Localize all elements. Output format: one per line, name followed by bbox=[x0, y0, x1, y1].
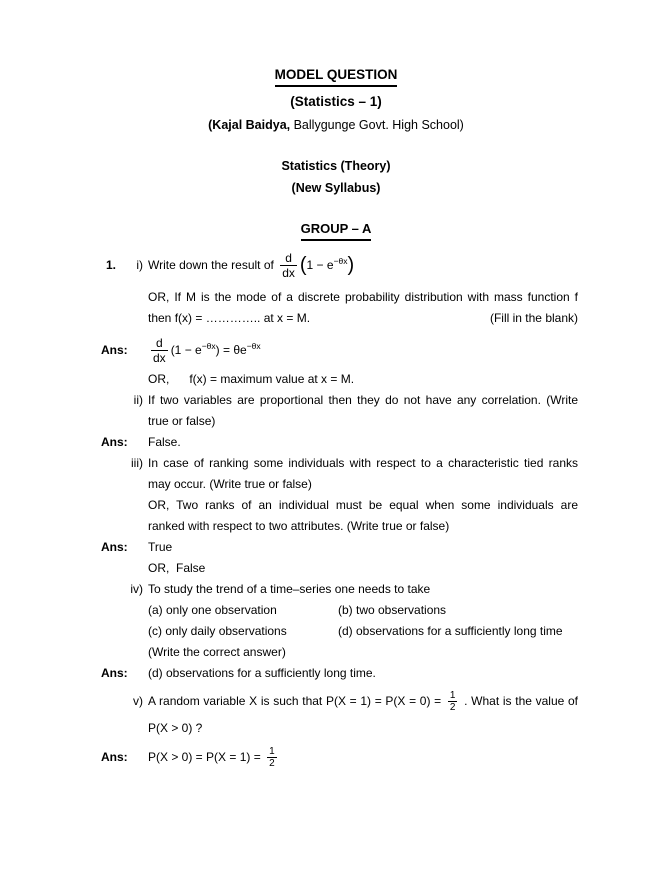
fraction-d-dx: $\frac{d}{dx}$ bbox=[153, 336, 166, 366]
expression-exponent: −θx bbox=[333, 256, 348, 266]
author-name: (Kajal Baidya, bbox=[208, 118, 291, 132]
answer-1-v bbox=[0, 741, 672, 773]
ans-or-line: OR, f(x) = maximum value at x = M. bbox=[148, 372, 355, 386]
question-iii-or-line1: OR, Two ranks of an individual must be equal when some individuals are bbox=[148, 498, 578, 512]
question-number: 1. bbox=[106, 257, 117, 272]
fill-blank-note: (Fill in the blank) bbox=[489, 311, 578, 325]
answer-1-i-or bbox=[0, 369, 672, 390]
header-title-row bbox=[0, 64, 672, 87]
author-line bbox=[0, 115, 672, 136]
question-iv-stem: To study the trend of a time–series one needs to take bbox=[148, 582, 431, 596]
ans-label: Ans: bbox=[101, 666, 128, 680]
question-iii-or-line2: ranked with respect to two attributes. (Write true or false) bbox=[148, 519, 450, 533]
roman-i: i) bbox=[136, 257, 143, 272]
question-1-gutter bbox=[0, 255, 148, 276]
answer-iii-true: True bbox=[148, 540, 173, 554]
answer-ii-text: False. bbox=[148, 435, 181, 449]
question-v-post: . What is the value of bbox=[464, 694, 578, 708]
fill-blank-line: then f(x) = ………….. at x = M. bbox=[148, 311, 311, 325]
answer-1-iii bbox=[0, 537, 672, 579]
question-1-i bbox=[0, 245, 672, 285]
ans-label: Ans: bbox=[101, 342, 128, 357]
question-1-iv bbox=[0, 579, 672, 663]
or-line-1: OR, If M is the mode of a discrete probability distribution with mass function f bbox=[148, 290, 578, 304]
author-school: Ballygunge Govt. High School) bbox=[290, 118, 464, 132]
ans-label: Ans: bbox=[101, 435, 128, 449]
question-v-line2: P(X > 0) ? bbox=[148, 721, 203, 735]
options-row-ab bbox=[148, 600, 578, 621]
roman-ii: ii) bbox=[133, 393, 143, 407]
answer-iv-text: (d) observations for a sufficiently long time. bbox=[148, 666, 376, 680]
question-ii-line2: true or false) bbox=[148, 414, 216, 428]
answer-1-i bbox=[0, 331, 672, 369]
roman-iv: iv) bbox=[130, 582, 143, 596]
doc-subtitle: (Statistics – 1) bbox=[290, 94, 382, 109]
answer-1-ii bbox=[0, 432, 672, 453]
question-iv-note: (Write the correct answer) bbox=[148, 645, 286, 659]
question-iii-line1: In case of ranking some individuals with respect to a characteristic tied ranks bbox=[148, 456, 578, 470]
fraction-one-half: $\frac{1}{2}$ bbox=[449, 690, 456, 714]
question-iii-line2: may occur. (Write true or false) bbox=[148, 477, 312, 491]
ans-label: Ans: bbox=[101, 540, 128, 554]
answer-iii-or-false: OR, False bbox=[148, 561, 206, 575]
roman-v: v) bbox=[133, 694, 143, 708]
ans-formula-exp2: −θx bbox=[246, 341, 261, 351]
answer-v-formula bbox=[148, 741, 578, 773]
option-b: (b) two observations bbox=[338, 603, 447, 617]
question-v-pre: A random variable X is such that P(X = 1) = P(X = 0) = bbox=[148, 694, 442, 708]
ans-formula-part2: ) = θe bbox=[215, 343, 247, 357]
group-heading: GROUP – A bbox=[301, 218, 372, 241]
question-1-i-stem bbox=[148, 245, 578, 285]
stem-text: Write down the result of bbox=[148, 258, 274, 272]
question-ii-line1: If two variables are proportional then they do not have any correlation. (Write bbox=[148, 393, 578, 407]
close-paren: ) bbox=[347, 253, 355, 276]
answer-1-iv bbox=[0, 663, 672, 684]
question-1-ii bbox=[0, 390, 672, 432]
expression-body: 1 − e bbox=[306, 258, 334, 272]
options-row-cd bbox=[148, 621, 578, 642]
roman-iii: iii) bbox=[131, 456, 143, 470]
paper-title: Statistics (Theory) bbox=[281, 159, 391, 173]
answer-v-pre: P(X > 0) = P(X = 1) = bbox=[148, 750, 261, 764]
option-a: (a) only one observation bbox=[148, 603, 277, 617]
answer-1-i-formula bbox=[148, 331, 578, 369]
fraction-d-dx: $\frac{d}{dx}$ bbox=[282, 251, 295, 281]
or-line-2-row bbox=[148, 308, 578, 329]
group-heading-row bbox=[0, 218, 672, 241]
question-1-v bbox=[0, 684, 672, 739]
doc-title: MODEL QUESTION bbox=[275, 64, 398, 87]
question-v-line1 bbox=[148, 684, 578, 718]
syllabus-note: (New Syllabus) bbox=[291, 181, 381, 195]
ans-formula-part1: (1 − e bbox=[170, 343, 202, 357]
option-c: (c) only daily observations bbox=[148, 624, 287, 638]
option-d: (d) observations for a sufficiently long time bbox=[338, 624, 563, 638]
open-paren: ( bbox=[299, 253, 307, 276]
ans-label: Ans: bbox=[101, 749, 128, 764]
fraction-one-half: $\frac{1}{2}$ bbox=[269, 746, 275, 770]
question-1-iii bbox=[0, 453, 672, 537]
question-1-i-or bbox=[0, 287, 672, 329]
ans-formula-exp1: −θx bbox=[201, 341, 216, 351]
